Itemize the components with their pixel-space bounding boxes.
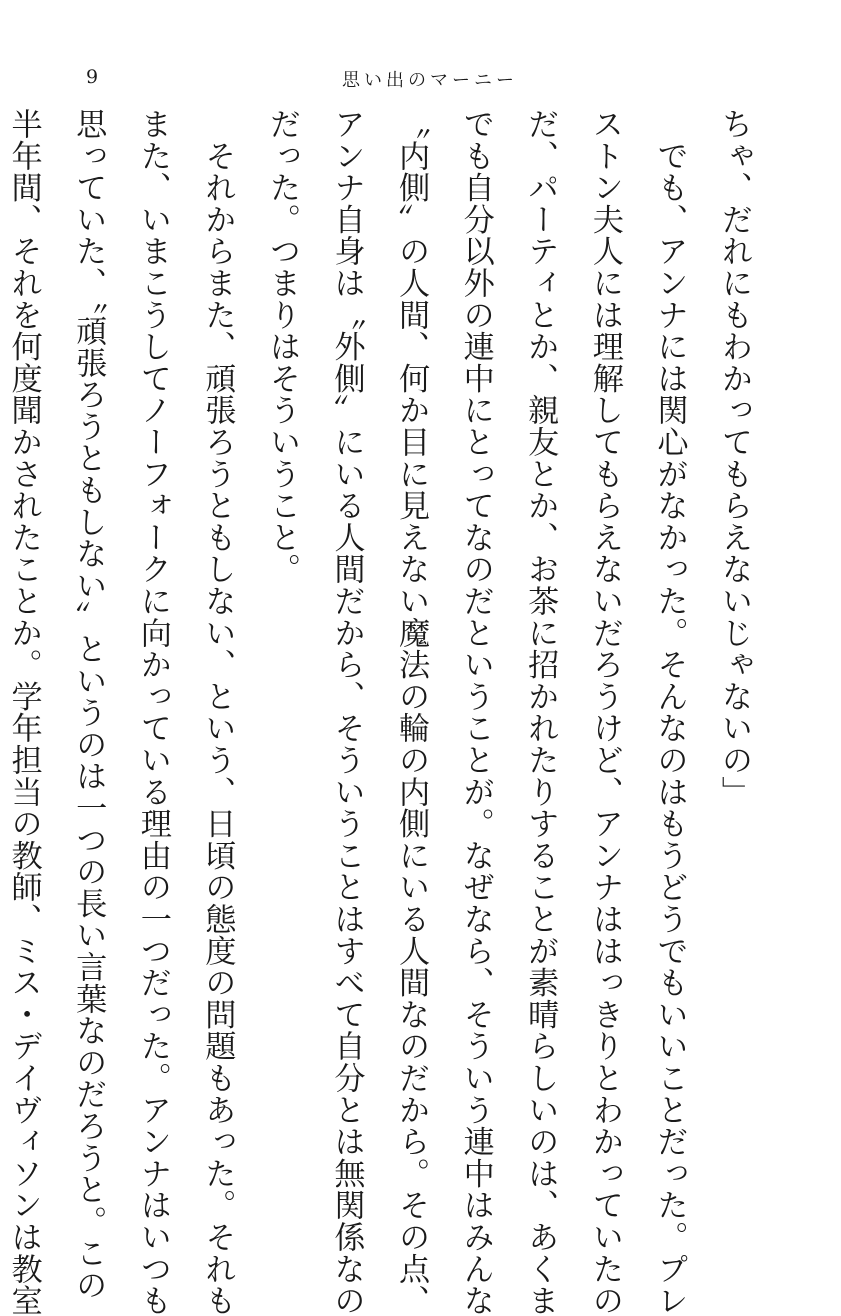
text-line: だった。つまりはそういうこと。 [263,108,300,585]
text-line: 半年間、それを何度聞かされたことか。学年担当の教師、ミス・デイヴィソンは教室 [5,108,42,1316]
vertical-body-text [5,108,766,1316]
text-line: ちゃ、だれにもわかってもらえないじゃないの」 [716,108,752,808]
text-line: また、いまこうしてノーフォークに向かっている理由の一つだった。アンナはいつも [134,108,171,1316]
text-line: だ、パーティとか、親友とか、お茶に招かれたりすることが素晴らしいのは、あくま [522,108,559,1316]
text-line: アンナ自身は〝外側〟にいる人間だから、そういうことはすべて自分とは無関係なの [328,108,365,1316]
text-line: でも、アンナには関心がなかった。そんなのはもうどうでもいいことだった。プレ [651,108,688,1316]
text-line: それからまた、頑張ろうともしない、という、日頃の態度の問題もあった。それも [199,108,236,1316]
text-line: 〝内側〟の人間、何か目に見えない魔法の輪の内側にいる人間なのだから。その点、 [393,108,430,1316]
text-line: ストン夫人には理解してもらえないだろうけど、アンナははっきりとわかっていたの [586,108,623,1316]
text-line: でも自分以外の連中にとってなのだということが。なぜなら、そういう連中はみんな [457,108,494,1316]
running-title: 思い出のマーニー [342,70,518,91]
text-line: 思っていた、〝頑張ろうともしない〟というのは一つの長い言葉なのだろうと。この [70,108,107,1301]
page-number: 9 [86,66,100,88]
